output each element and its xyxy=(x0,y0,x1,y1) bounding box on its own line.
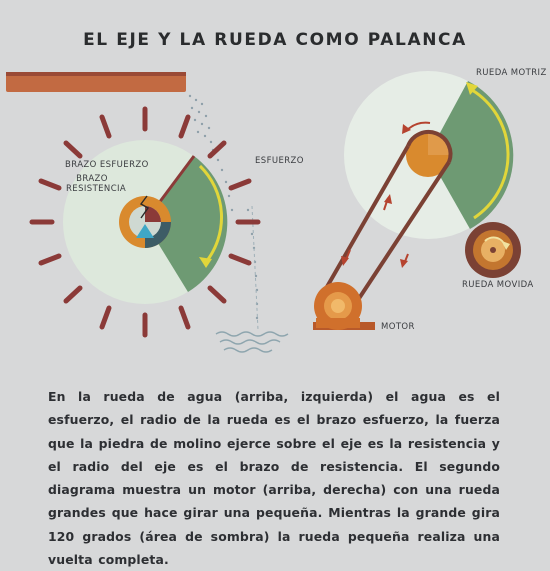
label-brazo-resistencia-line1: BRAZO xyxy=(76,174,108,184)
label-brazo-esfuerzo: BRAZO ESFUERZO xyxy=(65,160,149,170)
caption-paragraph: En la rueda de agua (arriba, izquierda) el agua es el esfuerzo, el radio de la rueda es el brazo esfuerzo, la fuerza que la piedra de molino ejerce sobre el eje es la resistencia y el radio del eje es el brazo de resistencia. El segundo diagrama muestra un motor (arriba, derecha) con una rueda grandes que hace girar una pequeña. Mientras la grande gira 120 grados (área de sombra) la rueda pequeña realiza una vuelta completa. xyxy=(48,389,500,568)
driven-wheel xyxy=(465,222,521,278)
label-rueda-movida: RUEDA MOVIDA xyxy=(462,280,534,290)
water-wheel-group xyxy=(6,72,288,352)
label-brazo-resistencia xyxy=(66,174,127,194)
label-esfuerzo: ESFUERZO xyxy=(255,156,304,166)
diagram-title: EL EJE Y LA RUEDA COMO PALANCA xyxy=(83,30,467,50)
belt-drive-group xyxy=(313,71,521,330)
water-waves xyxy=(216,332,288,352)
label-rueda-motriz: RUEDA MOTRIZ xyxy=(476,68,547,78)
label-brazo-resistencia-line2: RESISTENCIA xyxy=(66,184,127,194)
label-motor: MOTOR xyxy=(381,322,415,332)
